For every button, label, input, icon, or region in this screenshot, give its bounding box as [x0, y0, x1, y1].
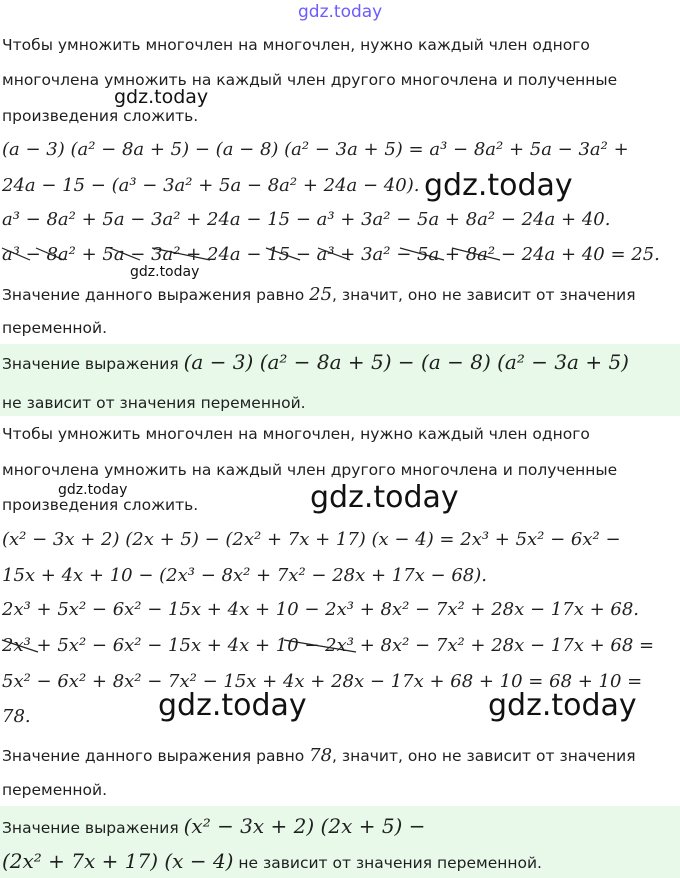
equation-line: 2x³ + 5x² − 6x² − 15x + 4x + 10 − 2x³ + 8x² − 7x² + 28x − 17x + 68 =: [2, 635, 655, 656]
cancel-strikes: [0, 240, 680, 270]
answer-label: Значение выражения: [2, 355, 184, 373]
equation-line: a³ − 8a² + 5a − 3a² + 24a − 15 − a³ + 3a² − 5a + 8a² − 24a + 40.: [2, 209, 611, 230]
answer-label: Значение выражения: [2, 819, 184, 837]
watermark-top: gdz.today: [298, 2, 383, 22]
rule-text: произведения сложить.: [2, 107, 199, 125]
value-text: переменной.: [2, 319, 108, 337]
value-text: переменной.: [2, 781, 108, 799]
watermark: gdz.today: [130, 264, 200, 280]
equation-line: (x² − 3x + 2) (2x + 5) − (2x² + 7x + 17) (x − 4) = 2x³ + 5x² − 6x² −: [2, 529, 621, 550]
answer-line: [2, 849, 542, 873]
watermark: gdz.today: [58, 482, 128, 498]
answer-text: не зависит от значения переменной.: [2, 394, 306, 412]
value-number: 25: [309, 284, 333, 305]
equation-line: 5x² − 6x² + 8x² − 7x² − 15x + 4x + 28x − 17x + 68 + 10 = 68 + 10 =: [2, 671, 643, 692]
answer-expression: (a − 3) (a² − 8a + 5) − (a − 8) (a² − 3a + 5): [183, 350, 629, 374]
answer-expression: (x² − 3x + 2) (2x + 5) −: [183, 814, 426, 838]
cancel-strikes: [0, 632, 680, 662]
equation-line: (a − 3) (a² − 8a + 5) − (a − 8) (a² − 3a + 5) = a³ − 8a² + 5a − 3a² +: [2, 139, 629, 160]
equation-line: a³ − 8a² + 5a − 3a² + 24a − 15 − a³ + 3a² − 5a + 8a² − 24a + 40 = 25.: [2, 244, 660, 265]
answer-line: [2, 814, 425, 838]
equation-line: 24a − 15 − (a³ − 3a² + 5a − 8a² + 24a − 40).: [2, 175, 420, 196]
value-text: Значение данного выражения равно 25, значит, оно не зависит от значения: [2, 284, 636, 305]
answer-line: [2, 350, 629, 374]
watermark: gdz.today: [310, 480, 459, 515]
watermark: gdz.today: [488, 688, 637, 723]
rule-text: многочлена умножить на каждый член другого многочлена и полученные: [2, 461, 618, 479]
answer-text: не зависит от значения переменной.: [233, 854, 542, 872]
rule-text: Чтобы умножить многочлен на многочлен, нужно каждый член одного: [2, 36, 590, 54]
watermark: gdz.today: [158, 688, 307, 723]
value-text: Значение данного выражения равно 78, значит, оно не зависит от значения: [2, 745, 636, 766]
value-number: 78: [309, 745, 333, 766]
rule-text: многочлена умножить на каждый член другого многочлена и полученные: [2, 71, 618, 89]
equation-line: 15x + 4x + 10 − (2x³ − 8x² + 7x² − 28x + 17x − 68).: [2, 565, 488, 586]
watermark: gdz.today: [424, 168, 573, 203]
rule-text: произведения сложить.: [2, 496, 199, 514]
equation-line: 78.: [2, 706, 31, 727]
equation-line: 2x³ + 5x² − 6x² − 15x + 4x + 10 − 2x³ + 8x² − 7x² + 28x − 17x + 68.: [2, 599, 639, 620]
rule-text: Чтобы умножить многочлен на многочлен, нужно каждый член одного: [2, 425, 590, 443]
watermark: gdz.today: [114, 86, 209, 108]
answer-expression: (2x² + 7x + 17) (x − 4): [2, 849, 234, 873]
